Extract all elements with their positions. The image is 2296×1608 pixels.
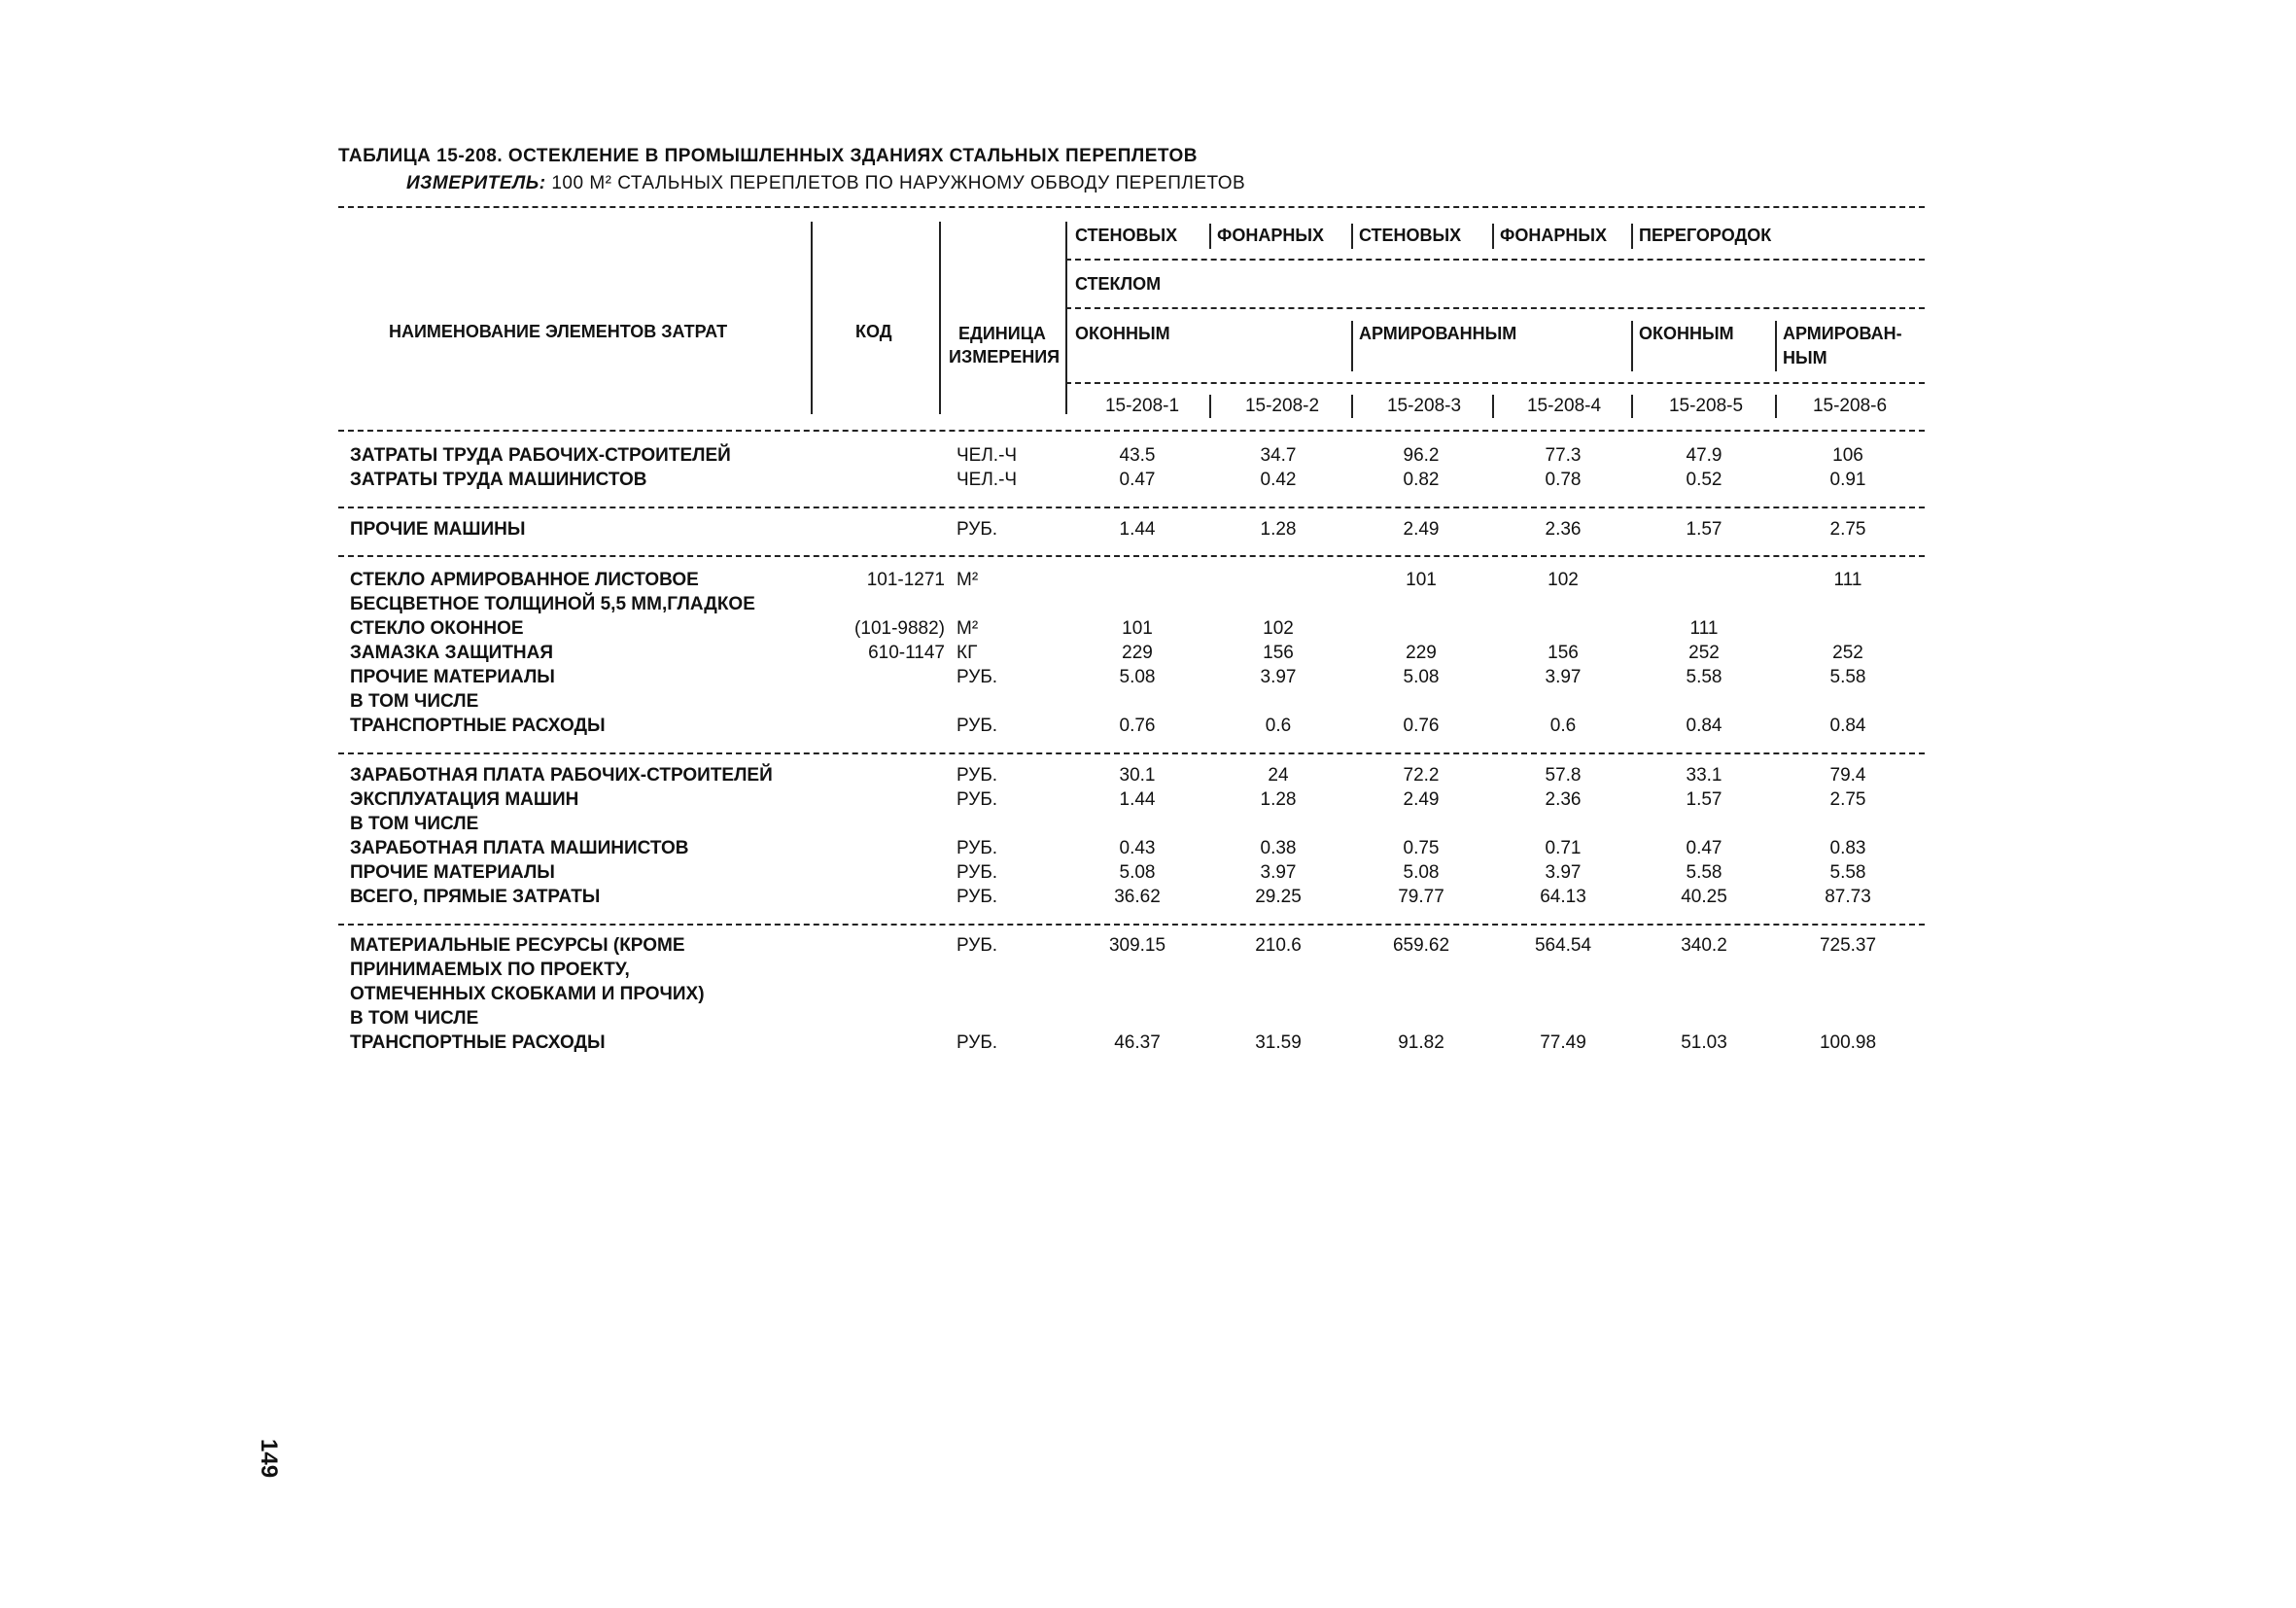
vline-code-unit: [939, 222, 941, 414]
table-row: [0, 517, 2296, 542]
vline-code-3: [1492, 395, 1494, 418]
row-value-3: 659.62: [1392, 935, 1450, 956]
table-row: [0, 1006, 2296, 1031]
row-value-2: 24: [1268, 765, 1289, 786]
header-code-4: 15-208-4: [1526, 396, 1602, 416]
row-value-4: 57.8: [1545, 765, 1582, 786]
row-value-1: 43.5: [1119, 445, 1156, 466]
header-glass-armir2-line1: АРМИРОВАН-: [1783, 324, 1902, 343]
row-value-4: 156: [1548, 643, 1579, 663]
row-name: ТРАНСПОРТНЫЕ РАСХОДЫ: [350, 1032, 606, 1053]
row-value-1: 0.43: [1119, 838, 1156, 858]
row-value-4: 64.13: [1540, 887, 1586, 907]
table-row: [0, 763, 2296, 788]
table-row: [0, 787, 2296, 813]
table-row: [0, 812, 2296, 837]
rule-top: [338, 206, 1925, 208]
row-value-5: 33.1: [1686, 765, 1722, 786]
row-name: ТРАНСПОРТНЫЕ РАСХОДЫ: [350, 716, 606, 736]
row-name: ПРОЧИЕ МАТЕРИАЛЫ: [350, 862, 555, 883]
row-value-4: 2.36: [1545, 789, 1582, 810]
row-value-4: 0.6: [1549, 716, 1577, 736]
row-code: 610-1147: [868, 643, 945, 663]
row-value-6: 725.37: [1819, 935, 1877, 956]
row-value-5: 252: [1688, 643, 1720, 663]
row-value-2: 1.28: [1260, 519, 1297, 540]
table-row: [0, 641, 2296, 666]
vline-name-code: [811, 222, 813, 414]
vline-glass-1: [1351, 321, 1353, 371]
row-unit: РУБ.: [957, 1032, 998, 1053]
row-value-6: 2.75: [1829, 519, 1866, 540]
header-unit-line1: ЕДИНИЦА: [958, 324, 1046, 343]
row-value-4: 77.49: [1540, 1032, 1586, 1053]
row-value-3: 2.49: [1403, 519, 1440, 540]
vline-code-1: [1209, 395, 1211, 418]
header-type-fonar1: ФОНАРНЫХ: [1217, 226, 1324, 245]
row-value-1: 309.15: [1108, 935, 1166, 956]
row-value-1: 0.47: [1119, 470, 1156, 490]
row-name: ЗАМАЗКА ЗАЩИТНАЯ: [350, 643, 554, 663]
row-value-1: 1.44: [1119, 519, 1156, 540]
row-name: ЗАРАБОТНАЯ ПЛАТА МАШИНИСТОВ: [350, 838, 689, 858]
row-value-3: 101: [1406, 570, 1437, 590]
row-unit: М²: [957, 570, 979, 590]
row-value-4: 0.78: [1545, 470, 1582, 490]
row-name: В ТОМ ЧИСЛЕ: [350, 691, 479, 712]
row-value-3: 0.75: [1403, 838, 1440, 858]
row-value-3: 79.77: [1398, 887, 1444, 907]
rule-header-3: [1065, 382, 1925, 384]
row-value-2: 3.97: [1260, 862, 1297, 883]
row-name: ЗАТРАТЫ ТРУДА РАБОЧИХ-СТРОИТЕЛЕЙ: [350, 445, 731, 466]
table-row: [0, 885, 2296, 910]
row-name: ЭКСПЛУАТАЦИЯ МАШИН: [350, 789, 579, 810]
rule-section-4: [338, 924, 1925, 926]
vline-type-1: [1209, 224, 1211, 249]
row-value-5: 51.03: [1681, 1032, 1727, 1053]
row-value-1: 30.1: [1119, 765, 1156, 786]
header-code-3: 15-208-3: [1386, 396, 1462, 416]
row-value-6: 79.4: [1829, 765, 1866, 786]
header-code: КОД: [855, 322, 892, 341]
row-unit: ЧЕЛ.-Ч: [957, 445, 1018, 466]
row-unit: РУБ.: [957, 838, 998, 858]
row-value-2: 34.7: [1260, 445, 1297, 466]
row-value-6: 0.84: [1829, 716, 1866, 736]
header-unit-line2: ИЗМЕРЕНИЯ: [949, 347, 1061, 367]
row-value-6: 5.58: [1829, 862, 1866, 883]
row-value-6: 0.83: [1829, 838, 1866, 858]
rule-section-1: [338, 507, 1925, 508]
table-row: [0, 689, 2296, 715]
table-row: [0, 714, 2296, 739]
row-value-5: 1.57: [1686, 789, 1722, 810]
row-value-6: 252: [1832, 643, 1863, 663]
rule-header-2: [1065, 307, 1925, 309]
row-value-3: 91.82: [1398, 1032, 1444, 1053]
table-row: [0, 836, 2296, 861]
row-value-6: 5.58: [1829, 667, 1866, 687]
vline-unit-values: [1065, 222, 1067, 414]
row-value-3: 72.2: [1403, 765, 1440, 786]
row-name: СТЕКЛО ОКОННОЕ: [350, 618, 524, 639]
row-value-2: 0.6: [1265, 716, 1292, 736]
row-value-5: 40.25: [1681, 887, 1727, 907]
vline-glass-2: [1631, 321, 1633, 371]
row-value-5: 5.58: [1686, 667, 1722, 687]
row-value-3: 229: [1406, 643, 1437, 663]
meter-text: 100 М² СТАЛЬНЫХ ПЕРЕПЛЕТОВ ПО НАРУЖНОМУ ОБВОДУ ПЕРЕПЛЕТОВ: [551, 173, 1246, 193]
table-subtitle: [406, 173, 1245, 194]
table-row: [0, 592, 2296, 617]
row-code: (101-9882): [854, 618, 945, 639]
header-name: НАИМЕНОВАНИЕ ЭЛЕМЕНТОВ ЗАТРАТ: [389, 322, 728, 341]
table-row: [0, 982, 2296, 1007]
row-unit: РУБ.: [957, 862, 998, 883]
header-code-2: 15-208-2: [1244, 396, 1320, 416]
row-value-3: 2.49: [1403, 789, 1440, 810]
row-value-3: 5.08: [1403, 667, 1440, 687]
row-value-4: 564.54: [1534, 935, 1592, 956]
row-name: ЗАТРАТЫ ТРУДА МАШИНИСТОВ: [350, 470, 647, 490]
table-row: [0, 933, 2296, 959]
row-unit: РУБ.: [957, 887, 998, 907]
header-type-peregor: ПЕРЕГОРОДОК: [1639, 226, 1772, 245]
row-name: ПРОЧИЕ МАШИНЫ: [350, 519, 526, 540]
row-name: ВСЕГО, ПРЯМЫЕ ЗАТРАТЫ: [350, 887, 601, 907]
row-value-3: 96.2: [1403, 445, 1440, 466]
header-glass-armir2-line2: НЫМ: [1783, 348, 1827, 367]
row-name: ПРОЧИЕ МАТЕРИАЛЫ: [350, 667, 555, 687]
vline-code-4: [1631, 395, 1633, 418]
row-unit: РУБ.: [957, 765, 998, 786]
row-value-2: 102: [1263, 618, 1294, 639]
row-name: В ТОМ ЧИСЛЕ: [350, 814, 479, 834]
vline-glass-3: [1775, 321, 1777, 371]
row-name: СТЕКЛО АРМИРОВАННОЕ ЛИСТОВОЕ: [350, 570, 699, 590]
row-value-4: 2.36: [1545, 519, 1582, 540]
row-value-3: 0.82: [1403, 470, 1440, 490]
header-code-6: 15-208-6: [1812, 396, 1888, 416]
rule-section-3: [338, 752, 1925, 754]
row-value-5: 1.57: [1686, 519, 1722, 540]
row-value-1: 5.08: [1119, 862, 1156, 883]
row-value-5: 0.84: [1686, 716, 1722, 736]
row-unit: РУБ.: [957, 716, 998, 736]
row-value-1: 101: [1122, 618, 1153, 639]
row-name: В ТОМ ЧИСЛЕ: [350, 1008, 479, 1029]
table-row: [0, 468, 2296, 493]
header-glass-okon2: ОКОННЫМ: [1639, 324, 1734, 343]
rule-header-1: [1065, 259, 1925, 261]
row-value-2: 29.25: [1255, 887, 1302, 907]
header-glass-okon1: ОКОННЫМ: [1075, 324, 1170, 343]
header-code-5: 15-208-5: [1668, 396, 1744, 416]
row-value-4: 102: [1548, 570, 1579, 590]
row-value-5: 0.47: [1686, 838, 1722, 858]
table-row: [0, 568, 2296, 593]
table-title: ТАБЛИЦА 15-208. ОСТЕКЛЕНИЕ В ПРОМЫШЛЕННЫХ ЗДАНИЯХ СТАЛЬНЫХ ПЕРЕПЛЕТОВ: [338, 146, 1198, 166]
vline-type-3: [1492, 224, 1494, 249]
row-value-6: 87.73: [1825, 887, 1871, 907]
header-type-fonar2: ФОНАРНЫХ: [1500, 226, 1607, 245]
row-unit: ЧЕЛ.-Ч: [957, 470, 1018, 490]
table-row: [0, 616, 2296, 642]
row-value-1: 229: [1122, 643, 1153, 663]
vline-code-2: [1351, 395, 1353, 418]
row-name: ЗАРАБОТНАЯ ПЛАТА РАБОЧИХ-СТРОИТЕЛЕЙ: [350, 765, 773, 786]
vline-type-2: [1351, 224, 1353, 249]
row-unit: М²: [957, 618, 979, 639]
row-name: ОТМЕЧЕННЫХ СКОБКАМИ И ПРОЧИХ): [350, 984, 705, 1004]
table-row: [0, 958, 2296, 983]
row-value-2: 156: [1263, 643, 1294, 663]
row-unit: РУБ.: [957, 667, 998, 687]
header-code-1: 15-208-1: [1104, 396, 1180, 416]
table-row: [0, 443, 2296, 469]
row-name: БЕСЦВЕТНОЕ ТОЛЩИНОЙ 5,5 ММ,ГЛАДКОЕ: [350, 594, 755, 614]
row-value-6: 0.91: [1829, 470, 1866, 490]
table-row: [0, 1031, 2296, 1056]
row-value-3: 5.08: [1403, 862, 1440, 883]
row-value-5: 340.2: [1681, 935, 1727, 956]
header-type-steno1: СТЕНОВЫХ: [1075, 226, 1178, 245]
meter-label: ИЗМЕРИТЕЛЬ:: [406, 173, 546, 193]
row-value-2: 210.6: [1255, 935, 1302, 956]
row-value-5: 111: [1689, 618, 1719, 639]
row-value-2: 0.38: [1260, 838, 1297, 858]
header-type-steno2: СТЕНОВЫХ: [1359, 226, 1462, 245]
row-value-3: 0.76: [1403, 716, 1440, 736]
row-value-6: 100.98: [1819, 1032, 1877, 1053]
rule-section-2: [338, 555, 1925, 557]
row-value-2: 3.97: [1260, 667, 1297, 687]
row-value-4: 3.97: [1545, 667, 1582, 687]
row-value-2: 0.42: [1260, 470, 1297, 490]
row-value-2: 1.28: [1260, 789, 1297, 810]
vline-code-5: [1775, 395, 1777, 418]
row-value-5: 47.9: [1686, 445, 1722, 466]
row-name: ПРИНИМАЕМЫХ ПО ПРОЕКТУ,: [350, 960, 630, 980]
row-value-1: 1.44: [1119, 789, 1156, 810]
vline-type-4: [1631, 224, 1633, 249]
row-value-1: 36.62: [1114, 887, 1161, 907]
page-number: 149: [256, 1439, 282, 1479]
row-value-4: 77.3: [1545, 445, 1582, 466]
rule-header-bottom: [338, 430, 1925, 432]
row-value-2: 31.59: [1255, 1032, 1302, 1053]
row-value-5: 0.52: [1686, 470, 1722, 490]
table-row: [0, 860, 2296, 886]
row-unit: РУБ.: [957, 789, 998, 810]
row-value-1: 46.37: [1114, 1032, 1161, 1053]
row-value-6: 111: [1833, 570, 1862, 590]
row-name: МАТЕРИАЛЬНЫЕ РЕСУРСЫ (КРОМЕ: [350, 935, 685, 956]
row-value-4: 0.71: [1545, 838, 1582, 858]
row-value-1: 0.76: [1119, 716, 1156, 736]
row-value-1: 5.08: [1119, 667, 1156, 687]
row-unit: КГ: [957, 643, 978, 663]
header-glass: СТЕКЛОМ: [1075, 274, 1162, 294]
row-value-4: 3.97: [1545, 862, 1582, 883]
row-unit: РУБ.: [957, 519, 998, 540]
row-value-5: 5.58: [1686, 862, 1722, 883]
table-row: [0, 665, 2296, 690]
header-glass-armir1: АРМИРОВАННЫМ: [1359, 324, 1517, 343]
row-value-6: 106: [1832, 445, 1863, 466]
row-code: 101-1271: [866, 570, 945, 590]
row-value-6: 2.75: [1829, 789, 1866, 810]
row-unit: РУБ.: [957, 935, 998, 956]
